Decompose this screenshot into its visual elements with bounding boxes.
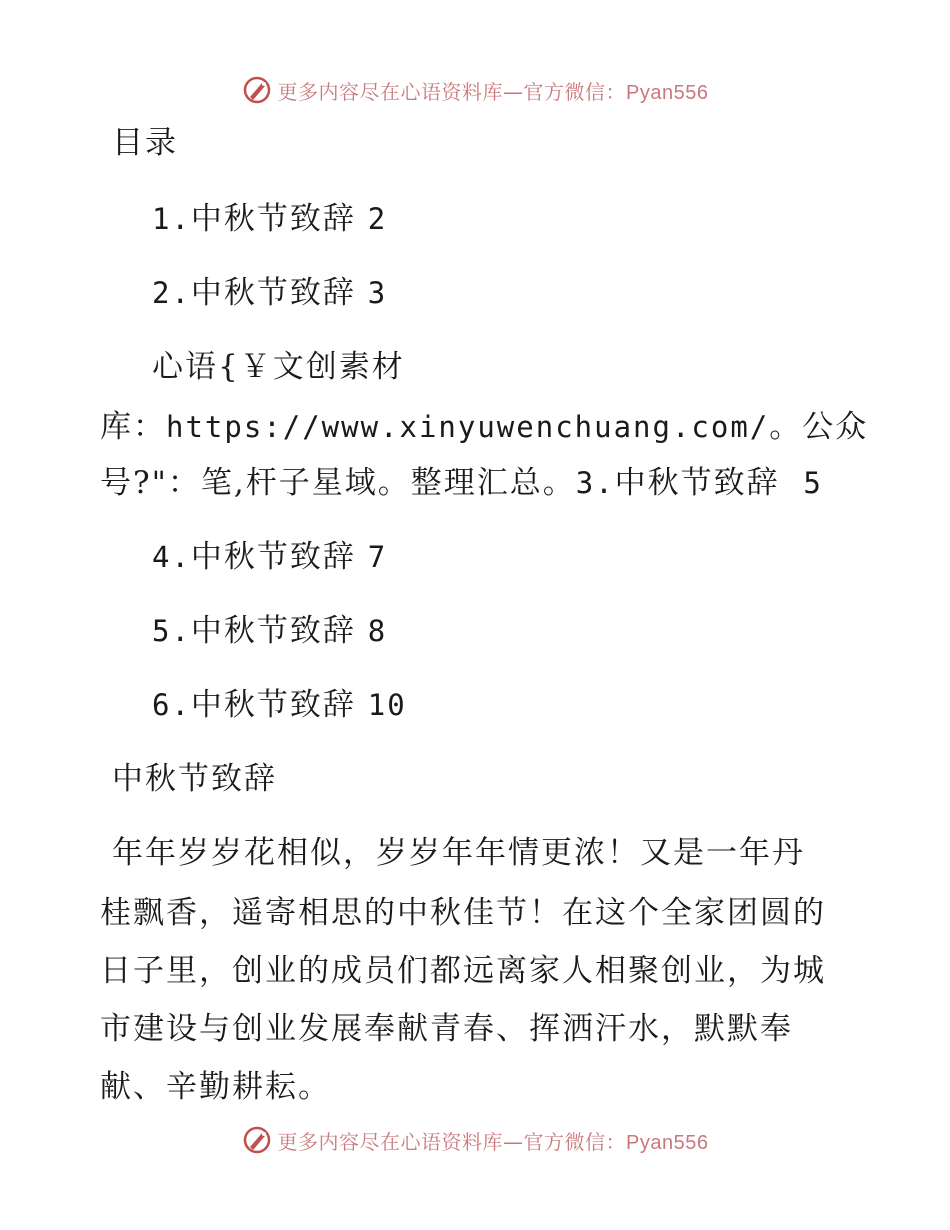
toc-item-label: 中秋节致辞 bbox=[190, 275, 356, 311]
pen-logo-icon bbox=[242, 1125, 272, 1155]
header-banner bbox=[0, 70, 950, 110]
toc-title: 目录 bbox=[112, 125, 178, 161]
toc-item-page: 10 bbox=[367, 688, 407, 722]
toc-item-page: 8 bbox=[367, 614, 388, 648]
toc-item-label[interactable]: 中秋节致辞 bbox=[614, 465, 780, 501]
toc-item-number: 1. bbox=[152, 202, 191, 236]
paragraph-line: 日子里，创业的成员们都远离家人相聚创业，为城 bbox=[100, 953, 826, 989]
toc-item-number: 2. bbox=[152, 276, 191, 310]
toc-item[interactable] bbox=[152, 613, 388, 649]
paragraph-line: 市建设与创业发展奉献青春、挥洒汗水，默默奉 bbox=[100, 1011, 793, 1047]
section-title: 中秋节致辞 bbox=[112, 761, 277, 797]
toc-note-line bbox=[100, 409, 869, 445]
toc-note-line: 心语{￥文创素材 bbox=[152, 349, 405, 385]
banner-wechat-id: Pyan556 bbox=[626, 81, 709, 104]
toc-item-number: 3. bbox=[575, 466, 615, 500]
footer-banner bbox=[0, 1120, 950, 1160]
toc-item-label: 中秋节致辞 bbox=[190, 613, 356, 649]
toc-item-number: 5. bbox=[152, 614, 191, 648]
toc-item[interactable] bbox=[152, 201, 388, 237]
banner-text bbox=[278, 1126, 709, 1155]
toc-note-url[interactable]: https://www.xinyuwenchuang.com/ bbox=[166, 410, 770, 444]
banner-text bbox=[278, 76, 709, 105]
toc-item-number: 6. bbox=[152, 688, 191, 722]
paragraph-line: 年年岁岁花相似，岁岁年年情更浓！又是一年丹 bbox=[112, 835, 805, 871]
banner-wechat-id: Pyan556 bbox=[626, 1131, 709, 1154]
toc-note-suffix: 。公众 bbox=[769, 409, 869, 445]
toc-item[interactable] bbox=[152, 687, 407, 723]
toc-item[interactable] bbox=[152, 539, 388, 575]
toc-item-page: 2 bbox=[367, 202, 388, 236]
paragraph-line: 献、辛勤耕耘。 bbox=[100, 1069, 331, 1105]
toc-item-page: 3 bbox=[367, 276, 388, 310]
toc-item[interactable] bbox=[152, 275, 388, 311]
toc-item-page: 7 bbox=[367, 540, 388, 574]
toc-item-label: 中秋节致辞 bbox=[190, 201, 356, 237]
paragraph-line: 桂飘香，遥寄相思的中秋佳节！在这个全家团圆的 bbox=[100, 895, 826, 931]
pen-logo-icon bbox=[242, 75, 272, 105]
toc-note-prefix: 号?"：笔,杆子星域。整理汇总。 bbox=[100, 465, 576, 501]
toc-item-label: 中秋节致辞 bbox=[190, 539, 356, 575]
banner-slogan: 更多内容尽在心语资料库—官方微信： bbox=[277, 79, 627, 104]
toc-item-page: 5 bbox=[803, 466, 823, 500]
toc-note-line bbox=[100, 465, 823, 501]
toc-item-label: 中秋节致辞 bbox=[190, 687, 356, 723]
banner-slogan: 更多内容尽在心语资料库—官方微信： bbox=[277, 1129, 627, 1154]
toc-note-prefix: 库： bbox=[100, 409, 166, 445]
toc-item-number: 4. bbox=[152, 540, 191, 574]
